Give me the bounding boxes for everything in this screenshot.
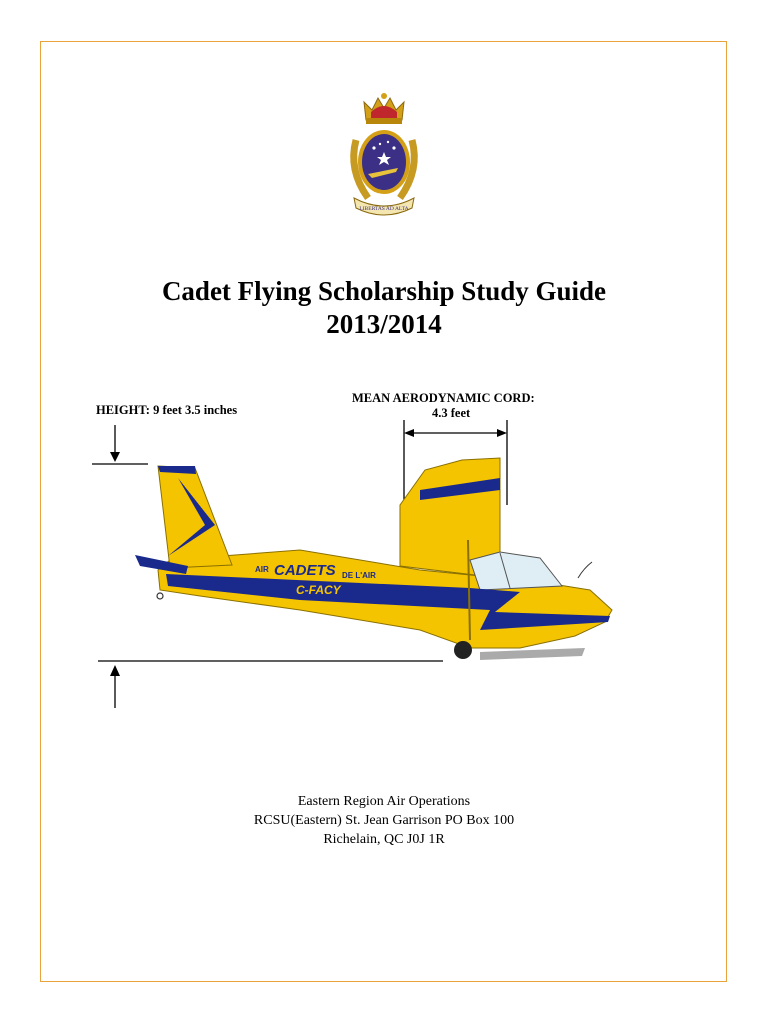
crown-icon — [364, 93, 404, 124]
address-line-3: Richelain, QC J0J 1R — [323, 832, 445, 847]
registration-mark: C-FACY — [296, 583, 341, 597]
height-label: HEIGHT: 9 feet 3.5 inches — [96, 403, 238, 417]
air-cadets-crest — [338, 90, 430, 222]
document-year: 2013/2014 — [326, 309, 442, 339]
chord-label: MEAN AERODYNAMIC CORD: — [352, 391, 535, 405]
address-line-2: RCSU(Eastern) St. Jean Garrison PO Box 100 — [253, 813, 515, 828]
address-line-1: Eastern Region Air Operations — [297, 794, 471, 809]
glider-diagram — [80, 410, 640, 720]
fuselage-text-cadets: CADETS — [274, 562, 336, 579]
chord-value: 4.3 feet — [432, 406, 471, 420]
fuselage-text-de-lair: DE L'AIR — [342, 571, 376, 580]
fuselage-text-air: AIR — [255, 565, 269, 574]
document-title: Cadet Flying Scholarship Study Guide — [161, 276, 607, 306]
canopy — [470, 552, 562, 590]
crest-motto: LIBERTAS AD ALTA — [359, 206, 409, 212]
tail-fin — [158, 466, 232, 568]
